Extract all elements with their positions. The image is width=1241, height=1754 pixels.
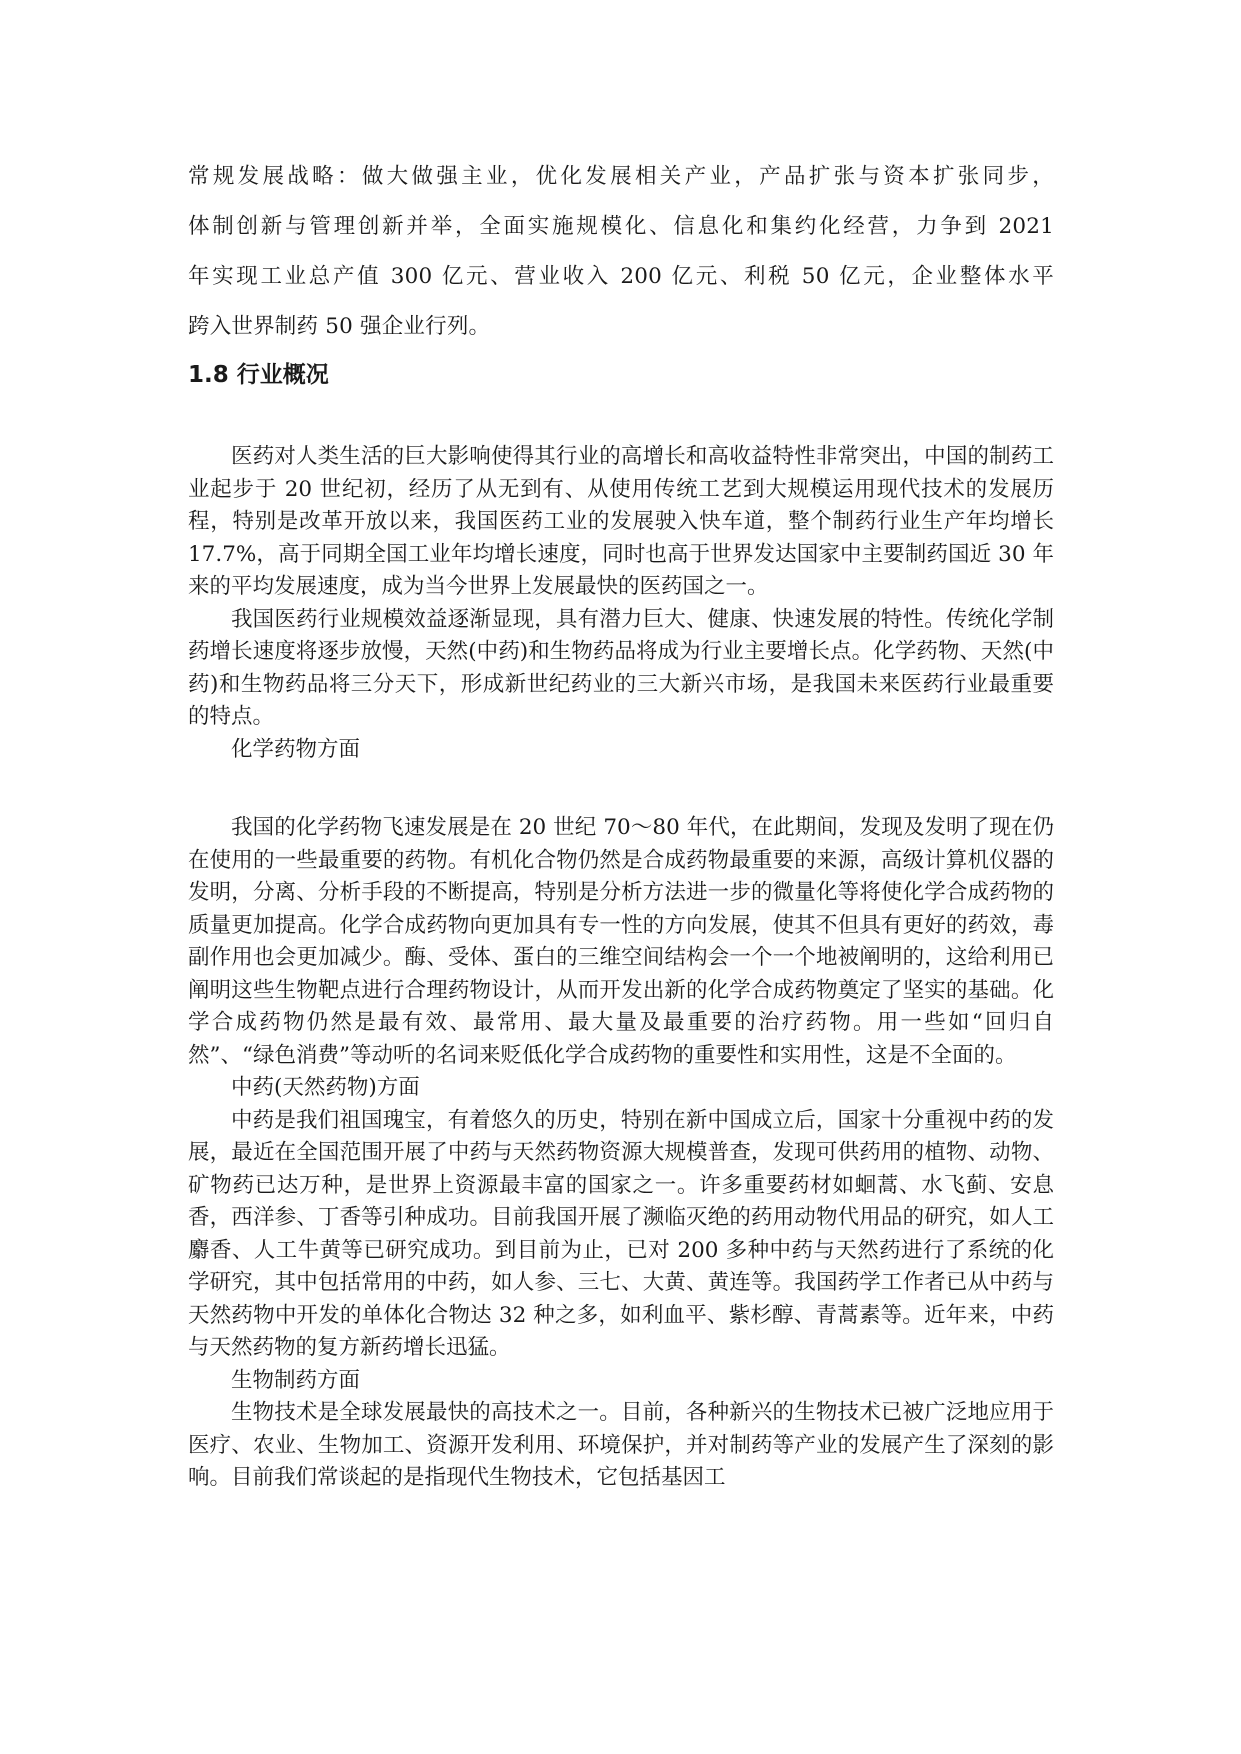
intro-line: 常规发展战略：做大做强主业，优化发展相关产业，产品扩张与资本扩张同步，: [188, 164, 1054, 189]
section-heading: 1.8 行业概况: [188, 362, 329, 388]
paragraph-tcm: 中药是我们祖国瑰宝，有着悠久的历史，特别在新中国成立后，国家十分重视中药的发展，最近在全国范围开展了中药与天然药物资源大规模普查，发现可供药用的植物、动物、矿物药已达万种，是世界上资源最丰富的国家之一。许多重要药材如蛔蒿、水飞蓟、安息香，西洋参、丁香等引种成功。目前我国开展了濒临灭绝的药用动物代用品的研究，如人工麝香、人工牛黄等已研究成功。到目前为止，已对 200 多种中药与天然药进行了系统的化学研究，其中包括常用的中药，如人参、三七、大黄、黄连等。我国药学工作者已从中药与天然药物中开发的单体化合物达 32 种之多，如利血平、紫杉醇、青蒿素等。近年来，中药与天然药物的复方新药增长迅猛。: [188, 1107, 1054, 1360]
intro-line: 体制创新与管理创新并举，全面实施规模化、信息化和集约化经营，力争到 2021: [188, 214, 1054, 239]
subheading-biopharma: 生物制药方面: [231, 1367, 361, 1393]
paragraph-industry-trend: 我国医药行业规模效益逐渐显现，具有潜力巨大、健康、快速发展的特性。传统化学制药增长速度将逐步放慢，天然(中药)和生物药品将成为行业主要增长点。化学药物、天然(中药)和生物药品将三分天下，形成新世纪药业的三大新兴市场，是我国未来医药行业最重要的特点。: [188, 606, 1054, 729]
section-body: [188, 441, 1054, 1495]
subheading-chemical-drugs: 化学药物方面: [231, 736, 361, 762]
paragraph-spacer: [188, 766, 1054, 812]
intro-line: 年实现工业总产值 300 亿元、营业收入 200 亿元、利税 50 亿元，企业整体水平: [188, 264, 1054, 289]
subheading-tcm: 中药(天然药物)方面: [231, 1075, 420, 1100]
intro-paragraph: [188, 152, 1054, 352]
paragraph-biopharma: 生物技术是全球发展最快的高技术之一。目前，各种新兴的生物技术已被广泛地应用于医疗、农业、生物加工、资源开发利用、环境保护，并对制药等产业的发展产生了深刻的影响。目前我们常谈起的是指现代生物技术，它包括基因工: [188, 1400, 1054, 1490]
paragraph-industry-growth: 医药对人类生活的巨大影响使得其行业的高增长和高收益特性非常突出，中国的制药工业起步于 20 世纪初，经历了从无到有、从使用传统工艺到大规模运用现代技术的发展历程，特别是改革开放以来，我国医药工业的发展驶入快车道，整个制药行业生产年均增长 17.7%，高于同期全国工业年均增长速度，同时也高于世界发达国家中主要制药国近 30 年来的平均发展速度，成为当今世界上发展最快的医药国之一。: [188, 444, 1054, 599]
intro-line: 跨入世界制药 50 强企业行列。: [188, 314, 491, 339]
paragraph-chemical-drugs: 我国的化学药物飞速发展是在 20 世纪 70～80 年代，在此期间，发现及发明了现在仍在使用的一些最重要的药物。有机化合物仍然是合成药物最重要的来源，高级计算机仪器的发明，分离、分析手段的不断提高，特别是分析方法进一步的微量化等将使化学合成药物的质量更加提高。化学合成药物向更加具有专一性的方向发展，使其不但具有更好的药效，毒副作用也会更加减少。酶、受体、蛋白的三维空间结构会一个一个地被阐明的，这给利用已阐明这些生物靶点进行合理药物设计，从而开发出新的化学合成药物奠定了坚实的基础。化学合成药物仍然是最有效、最常用、最大量及最重要的治疗药物。用一些如“回归自然”、“绿色消费”等动听的名词来贬低化学合成药物的重要性和实用性，这是不全面的。: [188, 815, 1054, 1068]
